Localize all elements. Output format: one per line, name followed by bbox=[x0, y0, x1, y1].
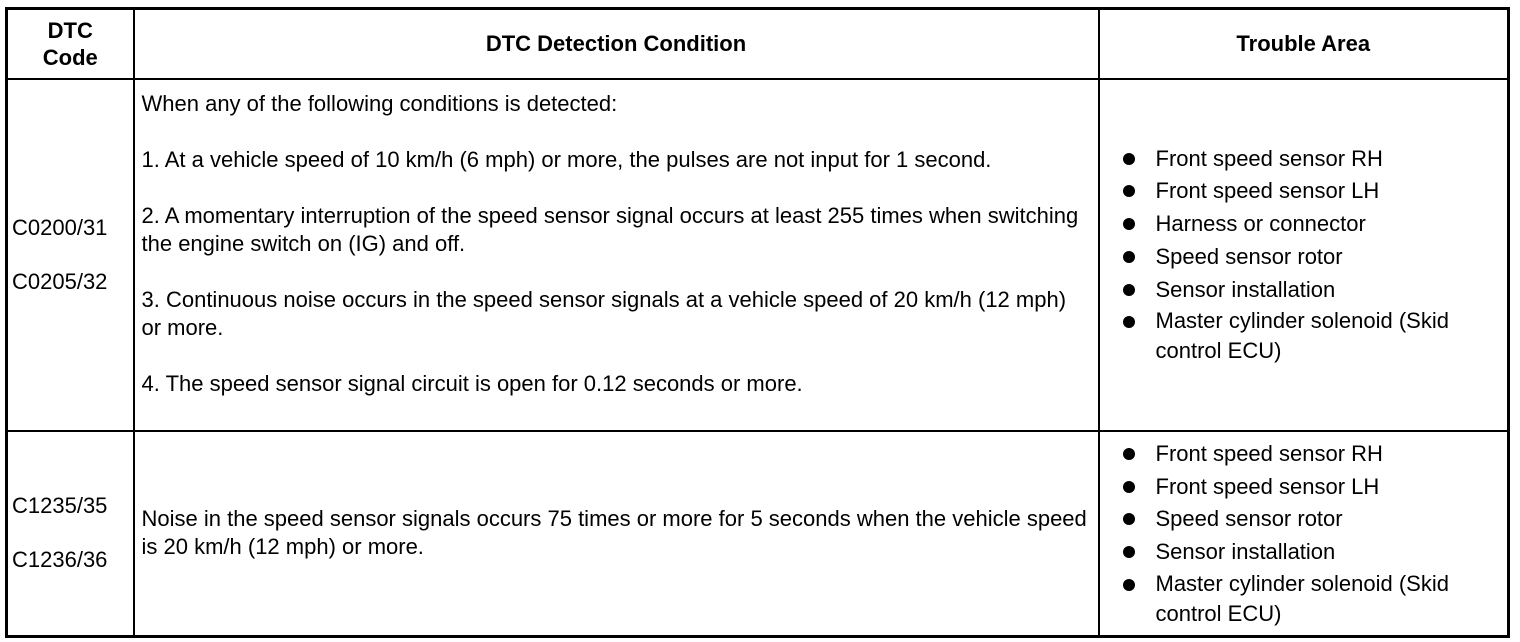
condition-text: 3. Continuous noise occurs in the speed sensor signals at a vehicle speed of 20 km/h (12 mph) or more. bbox=[141, 286, 1067, 340]
bullet-icon bbox=[1123, 185, 1135, 197]
bullet-icon bbox=[1123, 448, 1135, 460]
trouble-area-text: Master cylinder solenoid (Skid control ECU) bbox=[1155, 308, 1449, 364]
dtc-code: C0205/32 bbox=[12, 268, 108, 294]
list-item bbox=[1120, 306, 1508, 366]
trouble-area-text: Front speed sensor LH bbox=[1155, 178, 1380, 204]
bullet-icon bbox=[1123, 218, 1135, 230]
trouble-area-text: Harness or connector bbox=[1155, 211, 1366, 237]
trouble-area-text: Speed sensor rotor bbox=[1155, 243, 1343, 269]
trouble-area-text: Sensor installation bbox=[1155, 276, 1336, 302]
list-item bbox=[1120, 569, 1508, 629]
bullet-icon bbox=[1123, 513, 1135, 525]
list-item bbox=[1120, 241, 1508, 274]
table-row bbox=[7, 79, 1509, 431]
condition-text: 2. A momentary interruption of the speed sensor signal occurs at least 255 times when switching the engine switch on (IG) and off. bbox=[141, 202, 1079, 256]
bullet-icon bbox=[1123, 153, 1135, 165]
list-item bbox=[1120, 208, 1508, 241]
trouble-area-text: Master cylinder solenoid (Skid control ECU) bbox=[1155, 570, 1449, 626]
trouble-area-text: Front speed sensor LH bbox=[1155, 473, 1380, 499]
header-trouble-area: Trouble Area bbox=[1099, 9, 1509, 79]
dtc-code: C1235/35 bbox=[12, 493, 108, 519]
trouble-area-text: Sensor installation bbox=[1155, 538, 1336, 564]
condition-text: When any of the following conditions is detected: bbox=[141, 90, 618, 116]
header-detection-condition: DTC Detection Condition bbox=[134, 9, 1099, 79]
condition-text: Noise in the speed sensor signals occurs 75 times or more for 5 seconds when the vehicle speed is 20 km/h (12 mph) or more. bbox=[141, 506, 1087, 560]
list-item bbox=[1120, 503, 1508, 536]
header-code-line2: Code bbox=[42, 44, 98, 70]
dtc-table bbox=[5, 7, 1510, 638]
list-item bbox=[1120, 143, 1508, 176]
bullet-icon bbox=[1123, 481, 1135, 493]
dtc-code-cell bbox=[7, 431, 134, 637]
trouble-area-cell bbox=[1099, 431, 1509, 637]
detection-condition-cell bbox=[134, 431, 1099, 637]
trouble-area-text: Front speed sensor RH bbox=[1155, 145, 1383, 171]
detection-condition-cell bbox=[134, 79, 1099, 431]
dtc-code: C1236/36 bbox=[12, 547, 108, 573]
table-row bbox=[7, 431, 1509, 637]
condition-text: 4. The speed sensor signal circuit is open for 0.12 seconds or more. bbox=[141, 370, 803, 396]
list-item bbox=[1120, 438, 1508, 471]
header-dtc-code bbox=[7, 9, 134, 79]
trouble-area-text: Front speed sensor RH bbox=[1155, 440, 1383, 466]
bullet-icon bbox=[1123, 316, 1135, 328]
list-item bbox=[1120, 536, 1508, 569]
bullet-icon bbox=[1123, 284, 1135, 296]
bullet-icon bbox=[1123, 251, 1135, 263]
trouble-area-list bbox=[1100, 438, 1508, 629]
list-item bbox=[1120, 175, 1508, 208]
trouble-area-text: Speed sensor rotor bbox=[1155, 506, 1343, 532]
dtc-code-cell bbox=[7, 79, 134, 431]
list-item bbox=[1120, 471, 1508, 504]
trouble-area-list bbox=[1100, 143, 1508, 367]
condition-text: 1. At a vehicle speed of 10 km/h (6 mph) or more, the pulses are not input for 1 second. bbox=[141, 146, 992, 172]
dtc-code: C0200/31 bbox=[12, 214, 108, 240]
bullet-icon bbox=[1123, 579, 1135, 591]
header-row bbox=[7, 9, 1509, 79]
trouble-area-cell bbox=[1099, 79, 1509, 431]
list-item bbox=[1120, 274, 1508, 307]
header-code-line1: DTC bbox=[47, 17, 93, 43]
bullet-icon bbox=[1123, 546, 1135, 558]
